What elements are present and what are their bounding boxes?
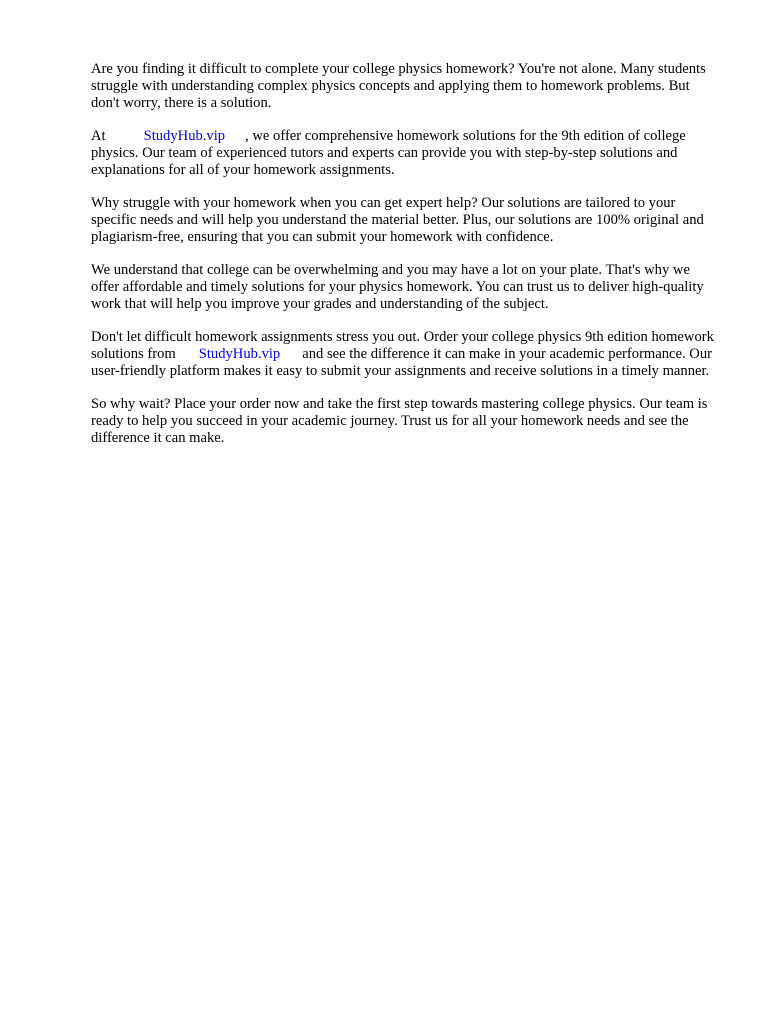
paragraph-order-lead: Don't let difficult homework assignments stress you out. Order your college physics 9th edition homework solutions from: [91, 329, 714, 362]
paragraph-intro: Are you finding it difficult to complete your college physics homework? You're not alone. Many students struggle with understanding complex physics concepts and applying them to homework problems. But don't worry, there is a solution.: [91, 61, 706, 111]
paragraph-order: [91, 329, 721, 380]
studyhub-link-2[interactable]: StudyHub.vip: [198, 346, 281, 362]
paragraph-order-rest: and see the difference it can make in your academic performance. Our user-friendly platform makes it easy to submit your assignments and receive solutions in a timely manner.: [91, 346, 713, 379]
paragraph-understand: We understand that college can be overwhelming and you may have a lot on your plate. That's why we offer affordable and timely solutions for your physics homework. You can trust us to deliver high-quality work that will help you improve your grades and understanding of the subject.: [91, 262, 704, 312]
paragraph-closing: So why wait? Place your order now and take the first step towards mastering college physics. Our team is ready to help you succeed in your academic journey. Trust us for all your homework needs and see the difference it can make.: [91, 396, 708, 446]
paragraph-offer: [91, 128, 721, 179]
paragraph-why: Why struggle with your homework when you can get expert help? Our solutions are tailored to your specific needs and will help you understand the material better. Plus, our solutions are 100% original and plagiarism-free, ensuring that you can submit your homework with confidence.: [91, 195, 704, 245]
studyhub-link[interactable]: StudyHub.vip: [143, 128, 226, 144]
paragraph-offer-lead: At: [91, 128, 106, 144]
document-body: [91, 61, 721, 463]
paragraph-offer-rest: , we offer comprehensive homework solutions for the 9th edition of college physics. Our team of experienced tutors and experts can provide you with step-by-step solutions and explanations for all of your homework assignments.: [91, 128, 686, 178]
